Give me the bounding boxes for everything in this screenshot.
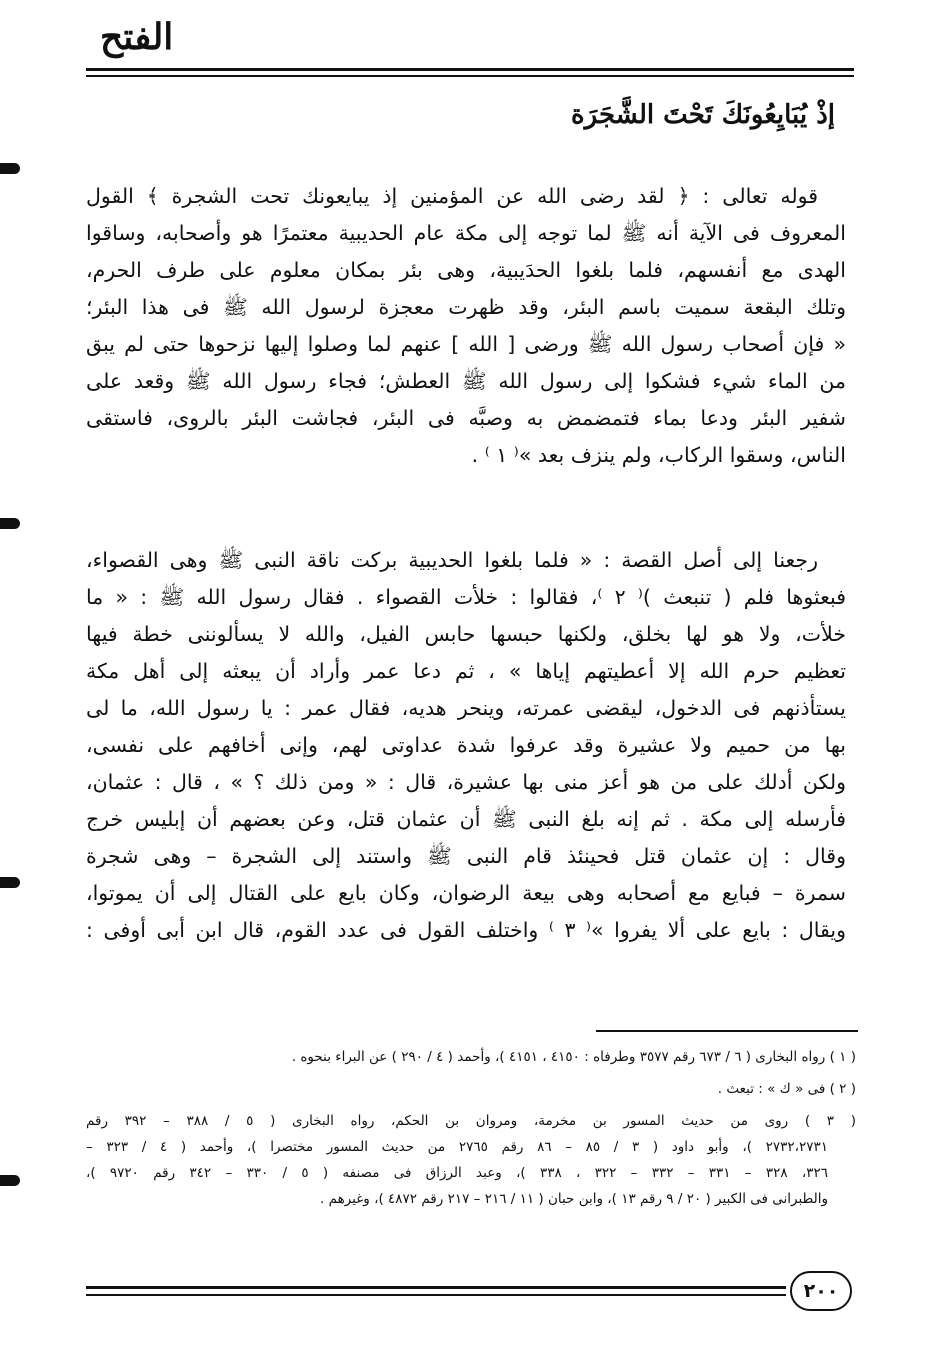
header-rule-thick — [86, 68, 854, 71]
footnotes — [86, 1044, 856, 1212]
paragraph-line: يستأذنهم فى الدخول، ليقضى عمرته، وينحر هديه، فقال عمر : يا رسول الله، ما لى — [86, 696, 846, 720]
paragraph-line: فبعثوها فلم ( تنبعث )⁽ ٢ ⁾، فقالوا : خلأت القصواء . فقال رسول الله ﷺ : « ما — [86, 585, 846, 609]
paragraph-line: قوله تعالى : ﴿ لقد رضى الله عن المؤمنين إذ يبايعونك تحت الشجرة ﴾ القول — [86, 184, 818, 208]
page-number: ٢٠٠ — [803, 1280, 839, 1302]
footnote-1: ( ١ ) رواه البخارى ( ٦ / ٦٧٣ رقم ٣٥٧٧ وطرفاه : ٤١٥٠ ، ٤١٥١ )، وأحمد ( ٤ / ٢٩٠ ) عن البراء بنحوه . — [291, 1049, 856, 1065]
paragraph-1 — [86, 178, 846, 474]
paragraph-line: سمرة – فبايع مع أصحابه وهى بيعة الرضوان، وكان بايع على القتال إلى أن يموتوا، — [86, 881, 846, 905]
paragraph-2 — [86, 542, 846, 949]
paragraph-line: الهدى مع أنفسهم، فلما بلغوا الحدَيبية، وهى بئر بمكان معلوم على طرف الحرم، — [86, 258, 846, 282]
paragraph-line: ويقال : بايع على ألا يفروا »⁽ ٣ ⁾ واختلف القول فى عدد القوم، قال ابن أبى أوفى : — [86, 918, 846, 942]
scan-edge-mark — [0, 877, 20, 888]
footer-rule-thick — [86, 1286, 786, 1289]
paragraph-line: ولكن أدلك على من هو أعز منى بها عشيرة، قال : « ومن ذلك ؟ » ، قال : عثمان، — [86, 770, 846, 794]
paragraph-line: المعروف فى الآية أنه ﷺ لما توجه إلى مكة عام الحديبية معتمرًا هو وأصحابه، وساقوا — [86, 221, 846, 245]
page-number-frame — [790, 1271, 852, 1311]
paragraph-line: وتلك البقعة سميت باسم البئر، وقد ظهرت معجزة لرسول الله ﷺ فى هذا البئر؛ — [86, 295, 846, 319]
paragraph-line: فأرسله إلى مكة . ثم إنه بلغ النبى ﷺ أن عثمان قتل، وعن بعضهم أن إبليس خرج — [86, 807, 846, 831]
footnote-3-line: ( ٣ ) روى من حديث المسور بن مخرمة، ومروان بن الحكم، رواه البخارى ( ٥ / ٣٨٨ – ٣٩٢ رقم — [86, 1113, 856, 1129]
scan-edge-mark — [0, 163, 20, 174]
section-heading: إذْ يُبَايِعُونَكَ تَحْتَ الشَّجَرَة — [571, 100, 835, 130]
footnote-3-line: ٢٧٣٢،٢٧٣١ )، وأبو داود ( ٣ / ٨٥ – ٨٦ رقم ٢٧٦٥ من حديث المسور مختصرا )، وأحمد ( ٤ / ٣٢٣ – — [86, 1139, 828, 1155]
paragraph-line: « فإن أصحاب رسول الله ﷺ ورضى [ الله ] عنهم لما وصلوا إليها نزحوها حتى لم يبق — [86, 332, 846, 356]
footer-rule-thin — [86, 1294, 786, 1296]
paragraph-line: خلأت، ولا هو لها بخلق، ولكنها حبسها حابس الفيل، والله لا يسألوننى خطة فيها — [86, 622, 846, 646]
scan-edge-mark — [0, 518, 20, 529]
paragraph-line: من الماء شيء فشكوا إلى رسول الله ﷺ العطش؛ فجاء رسول الله ﷺ وقعد على — [86, 369, 846, 393]
footnote-separator — [596, 1030, 858, 1032]
header-rule-thin — [86, 75, 854, 77]
footnote-3-line: ٣٢٦، ٣٢٨ – ٣٣١ – ٣٣٢ – ٣٢٢ ، ٣٣٨ )، وعبد الرزاق فى مصنفه ( ٥ / ٣٣٠ – ٣٤٢ رقم ٩٧٢٠ )، — [86, 1165, 828, 1181]
paragraph-line: الناس، وسقوا الركاب، ولم ينزف بعد »⁽ ١ ⁾ . — [471, 443, 846, 467]
paragraph-line: تعظيم حرم الله إلا أعطيتهم إياها » ، ثم دعا عمر وأراد أن يبعثه إلى أهل مكة — [86, 659, 846, 683]
paragraph-line: بها من حميم ولا عشيرة وقد عرفوا شدة عداوتى لهم، وإنى أخافهم على نفسى، — [86, 733, 846, 757]
footnote-3-line: والطبرانى فى الكبير ( ٢٠ / ٩ رقم ١٣ )، وابن حبان ( ١١ / ٢١٦ – ٢١٧ رقم ٤٨٧٢ )، وغيرهم . — [320, 1191, 828, 1207]
running-header-title: الفتح — [100, 16, 174, 58]
paragraph-line: وقال : إن عثمان قتل فحينئذ قام النبى ﷺ واستند إلى الشجرة – وهى شجرة — [86, 844, 846, 868]
scan-edge-mark — [0, 1175, 20, 1186]
paragraph-line: رجعنا إلى أصل القصة : « فلما بلغوا الحديبية بركت ناقة النبى ﷺ وهى القصواء، — [86, 548, 818, 572]
paragraph-line: شفير البئر ودعا بماء فتمضمض به وصبَّه فى البئر، فجاشت البئر بالروى، فاستقى — [86, 406, 846, 430]
footnote-2: ( ٢ ) فى « ك » : تبعث . — [717, 1081, 856, 1097]
